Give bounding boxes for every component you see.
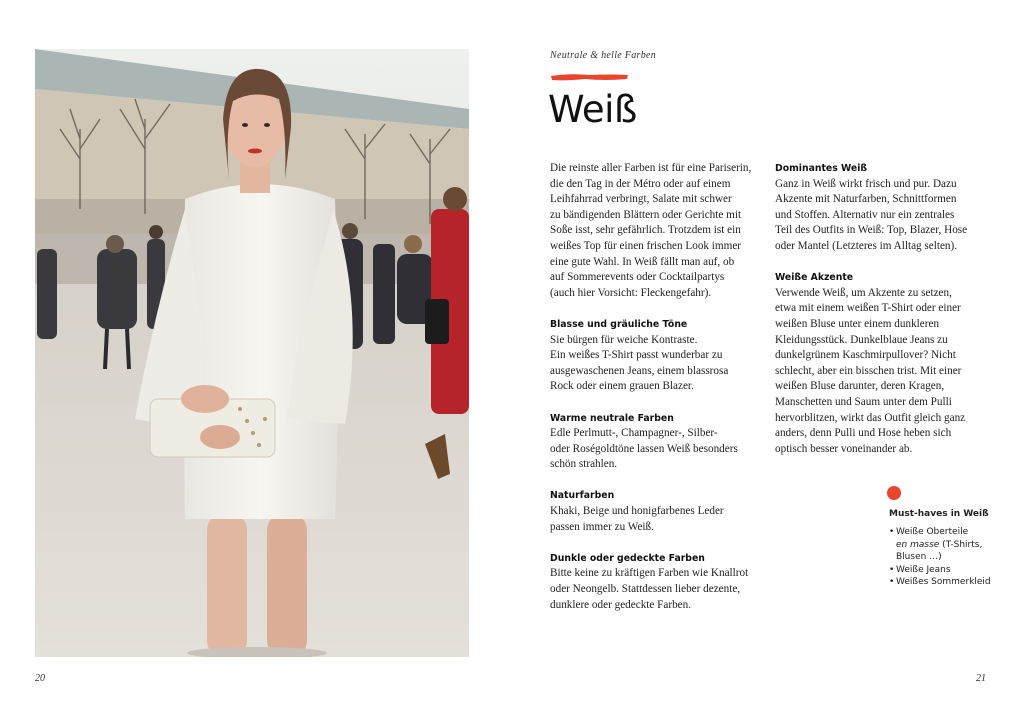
section-heading: Weiße Akzente <box>775 272 854 284</box>
text-line: Die reinste aller Farben ist für eine Pariserin, <box>550 162 752 174</box>
must-have-emphasis: en masse <box>896 539 940 550</box>
text-line: die den Tag in der Métro oder auf einem <box>550 177 731 190</box>
text-section <box>550 551 765 613</box>
text-line: Edle Perlmutt-, Champagner-, Silber- <box>550 427 718 440</box>
brush-stroke-path <box>551 74 628 80</box>
text-line: Manschetten und Saum unter dem Pulli <box>775 395 952 408</box>
text-line: dunklere oder gedeckte Farben. <box>550 598 692 611</box>
text-line: auf Sommerevents oder Cocktailpartys <box>550 271 725 284</box>
text-line: Teil des Outfits in Weiß: Top, Blazer, Hose <box>775 224 968 237</box>
text-line: und Stoffen. Alternativ nur ein zentrales <box>775 208 955 221</box>
text-line: eine gute Wahl. In Weiß fällt man auf, ob <box>550 255 735 268</box>
text-line: Leihfahrrad verbringt, Salate mit schwer <box>550 193 732 206</box>
must-haves-title: Must-haves in Weiß <box>889 509 989 519</box>
text-section <box>550 411 765 473</box>
text-line: (auch hier Vorsicht: Fleckengefahr). <box>550 286 712 299</box>
text-line: Soße isst, sehr gefährlich. Trotzdem ist ein <box>550 224 741 237</box>
text-section <box>775 270 985 457</box>
section-heading: Dunkle oder gedeckte Farben <box>550 552 705 564</box>
red-dot-marker <box>887 486 901 500</box>
section-heading: Naturfarben <box>550 490 615 502</box>
page-number-right: 21 <box>976 673 986 684</box>
text-line: anders, denn Pulli und Hose heben sich <box>775 427 952 440</box>
text-line: dunkelgrünem Kaschmirpullover? Nicht <box>775 349 956 362</box>
page-title: Weiß <box>548 88 637 131</box>
text-line: Bitte keine zu kräftigen Farben wie Knallrot <box>550 567 749 580</box>
text-section <box>550 161 765 301</box>
text-line: Akzente mit Naturfarben, Schnittformen <box>775 193 957 206</box>
text-line: weißen Bluse darunter, deren Kragen, <box>775 380 945 393</box>
must-have-item-line: Blusen …) <box>896 552 942 563</box>
text-line: hervorblitzen, wirkt das Outfit gleich ganz <box>775 411 966 424</box>
text-section <box>550 317 765 395</box>
must-have-item-line <box>896 539 999 551</box>
must-have-item-line: • Weiße Oberteile <box>896 527 969 538</box>
text-line: weißen Bluse unter einem dunkleren <box>775 317 940 330</box>
text-line: etwa mit einem weißen T-Shirt oder einer <box>775 302 961 315</box>
text-line: Ganz in Weiß wirkt frisch und pur. Dazu <box>775 177 957 190</box>
must-have-item-text: (T-Shirts, <box>939 539 983 550</box>
section-heading: Dominantes Weiß <box>775 163 868 174</box>
section-heading: Blasse und gräuliche Töne <box>550 318 688 330</box>
text-line: Khaki, Beige und honigfarbenes Leder <box>550 505 724 518</box>
left-text-column <box>550 161 765 629</box>
text-line: weißes Top für einen frischen Look immer <box>550 239 742 252</box>
must-have-item: • Weiße Jeans <box>889 564 999 576</box>
fashion-photo <box>35 49 469 657</box>
brush-stroke-decoration <box>550 72 630 82</box>
page-number-left: 20 <box>35 673 45 684</box>
text-line: Sie bürgen für weiche Kontraste. <box>550 333 698 346</box>
text-line: oder Neongelb. Stattdessen lieber dezente, <box>550 583 741 596</box>
must-have-item: • Weißes Sommerkleid <box>889 576 999 588</box>
text-line: Ein weißes T-Shirt passt wunderbar zu <box>550 349 723 362</box>
text-line: schlecht, aber ein bisschen trist. Mit einer <box>775 364 962 377</box>
text-section <box>550 488 765 535</box>
must-have-item <box>889 526 999 563</box>
section-heading: Warme neutrale Farben <box>550 412 674 424</box>
text-line: optisch besser voneinander ab. <box>775 442 913 455</box>
must-haves-list <box>889 526 999 588</box>
must-haves-box <box>889 508 999 588</box>
text-line: passen immer zu Weiß. <box>550 520 654 533</box>
text-line: schön strahlen. <box>550 458 618 471</box>
text-line: Rock oder einem grauen Blazer. <box>550 380 694 393</box>
section-kicker: Neutrale & helle Farben <box>550 50 657 61</box>
right-text-column <box>775 161 985 473</box>
text-line: Verwende Weiß, um Akzente zu setzen, <box>775 286 952 299</box>
text-line: oder Roségoldtöne lassen Weiß besonders <box>550 442 738 455</box>
text-line: oder Mantel (Letzteres im Alltag selten). <box>775 239 958 252</box>
text-line: Kleidungsstück. Dunkelblaue Jeans zu <box>775 333 948 346</box>
text-line: ausgewaschenen Jeans, einem blassrosa <box>550 364 729 377</box>
text-line: zu bändigenden Blättern oder Gerichte mit <box>550 208 742 221</box>
text-section <box>775 161 985 255</box>
